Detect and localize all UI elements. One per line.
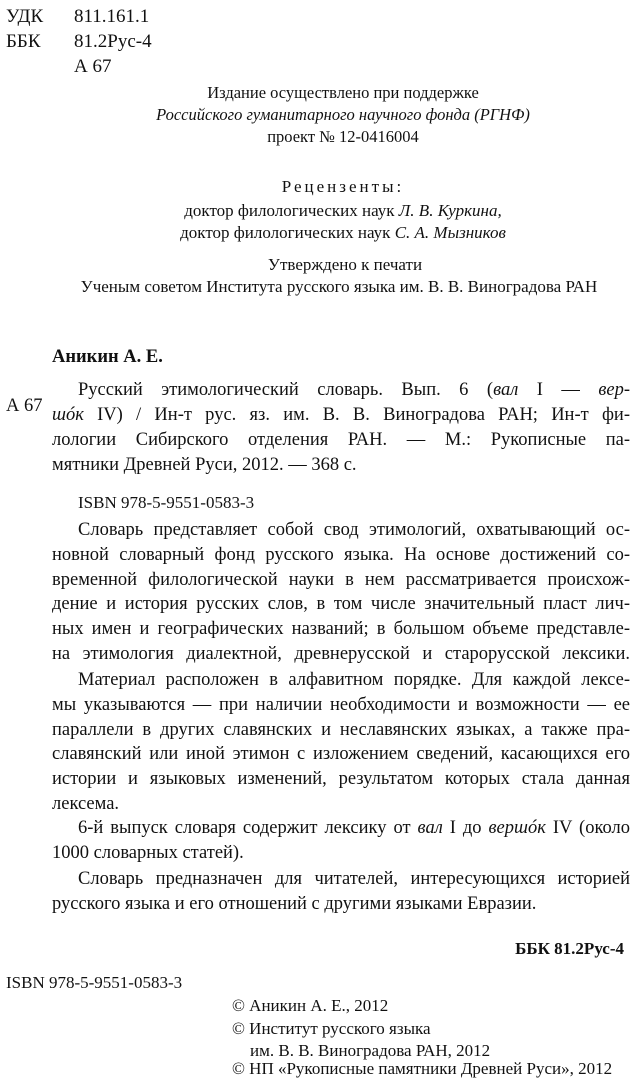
abstract-p3-a: 6-й выпуск словаря содержит лексику от	[78, 818, 418, 838]
abstract-p1-line-6: на этимология диалектной, древнерусской и старорусской лексики.	[52, 644, 630, 664]
abstract-p1-line-4: дение и история русских слов, в том числе значительный пласт лич-	[52, 594, 630, 614]
reviewer-1-prefix: доктор филологических наук	[184, 201, 395, 220]
abstract-p3-line-1	[78, 818, 630, 839]
copyright-line-3: им. В. В. Виноградова РАН, 2012	[250, 1041, 491, 1060]
bib-line-1-it: вал	[493, 380, 519, 400]
bib-line-1-b: I —	[518, 380, 599, 400]
bib-line-4: мятники Древней Руси, 2012. — 368 с.	[52, 455, 357, 475]
abstract-p4-line-1: Словарь предназначен для читателей, интересующихся историей	[78, 869, 630, 889]
bib-isbn: ISBN 978-5-9551-0583-3	[78, 493, 255, 512]
bbk-value: 81.2Рус-4	[74, 31, 152, 52]
abstract-p1-line-5: ных имен и географических названий; в большом объеме представле-	[52, 619, 630, 639]
copyright-line-2: © Институт русского языка	[232, 1019, 431, 1038]
abstract-p1-line-3: временной филологической науки в нем рассматривается происхож-	[52, 570, 630, 590]
bib-mark: А 67	[6, 396, 43, 416]
reviewer-1-name: Л. В. Куркина,	[398, 201, 502, 220]
abstract-p2-line-5: истории и языковых изменений, результатом которых стала данная	[52, 769, 630, 789]
abstract-p3-line-2: 1000 словарных статей).	[52, 843, 244, 863]
reviewer-1	[0, 200, 640, 221]
copyright-line-4: © НП «Рукописные памятники Древней Руси», 2012	[232, 1059, 613, 1078]
bbk-footer: ББК 81.2Рус-4	[515, 939, 624, 958]
bib-line-3: лологии Сибирского отделения РАН. — М.: Рукописные па-	[52, 430, 630, 450]
reviewer-2-name: С. А. Мызников	[394, 223, 506, 242]
abstract-p1-line-2: новной словарный фонд русского языка. На основе достижений со-	[52, 545, 630, 565]
reviewer-2-prefix: доктор филологических наук	[180, 223, 391, 242]
abstract-p4-line-2: русского языка и его отношений с другими языками Евразии.	[52, 894, 537, 914]
abstract-p3-it1: вал	[417, 818, 443, 838]
udk-label: УДК	[6, 6, 44, 27]
copyright-line-1: © Аникин А. Е., 2012	[232, 996, 389, 1015]
abstract-p2-line-4: славянский или иной этимон с изложением сведений, касающихся его	[52, 744, 630, 764]
support-line-2	[0, 104, 640, 125]
reviewers-heading: Рецензенты:	[281, 177, 405, 196]
approval-line-2: Ученым советом Института русского языка им. В. В. Виноградова РАН	[80, 277, 598, 296]
bib-line-1	[78, 380, 630, 401]
author-mark: А 67	[74, 56, 112, 77]
abstract-p2-line-6: лексема.	[52, 794, 120, 814]
abstract-p2-line-1: Материал расположен в алфавитном порядке. Для каждой лексе-	[78, 670, 630, 690]
isbn-footer: ISBN 978-5-9551-0583-3	[6, 973, 183, 992]
bib-line-2	[52, 405, 630, 426]
bib-line-2-it: шóк	[52, 405, 84, 425]
bib-author: Аникин А. Е.	[52, 347, 163, 367]
udk-value: 811.161.1	[74, 6, 150, 27]
bib-line-1-a: Русский этимологический словарь. Вып. 6 (	[78, 380, 494, 400]
abstract-p3-b: I до	[442, 818, 489, 838]
abstract-p1-line-1: Словарь представляет собой свод этимологий, охватывающий ос-	[78, 520, 630, 540]
support-line-3: проект № 12-0416004	[267, 127, 419, 146]
support-line-2-text: Российского гуманитарного научного фонда (РГНФ)	[156, 105, 530, 124]
support-line-1: Издание осуществлено при поддержке	[207, 83, 479, 102]
bib-line-2-b: IV) / Ин-т рус. яз. им. В. В. Виноградова РАН; Ин-т фи-	[83, 405, 630, 425]
approval-line-1: Утверждено к печати	[267, 255, 423, 274]
bib-line-1-it2: вер-	[598, 380, 630, 400]
reviewer-2	[0, 222, 640, 243]
abstract-p3-it2: вершóк	[488, 818, 546, 838]
abstract-p2-line-3: параллели в других славянских и неславянских языках, а также пра-	[52, 720, 630, 740]
abstract-p2-line-2: мы указываются — при наличии необходимости и возможности — ее	[52, 695, 630, 715]
abstract-p3-c: IV (около	[545, 818, 630, 838]
bbk-label: ББК	[6, 31, 41, 52]
